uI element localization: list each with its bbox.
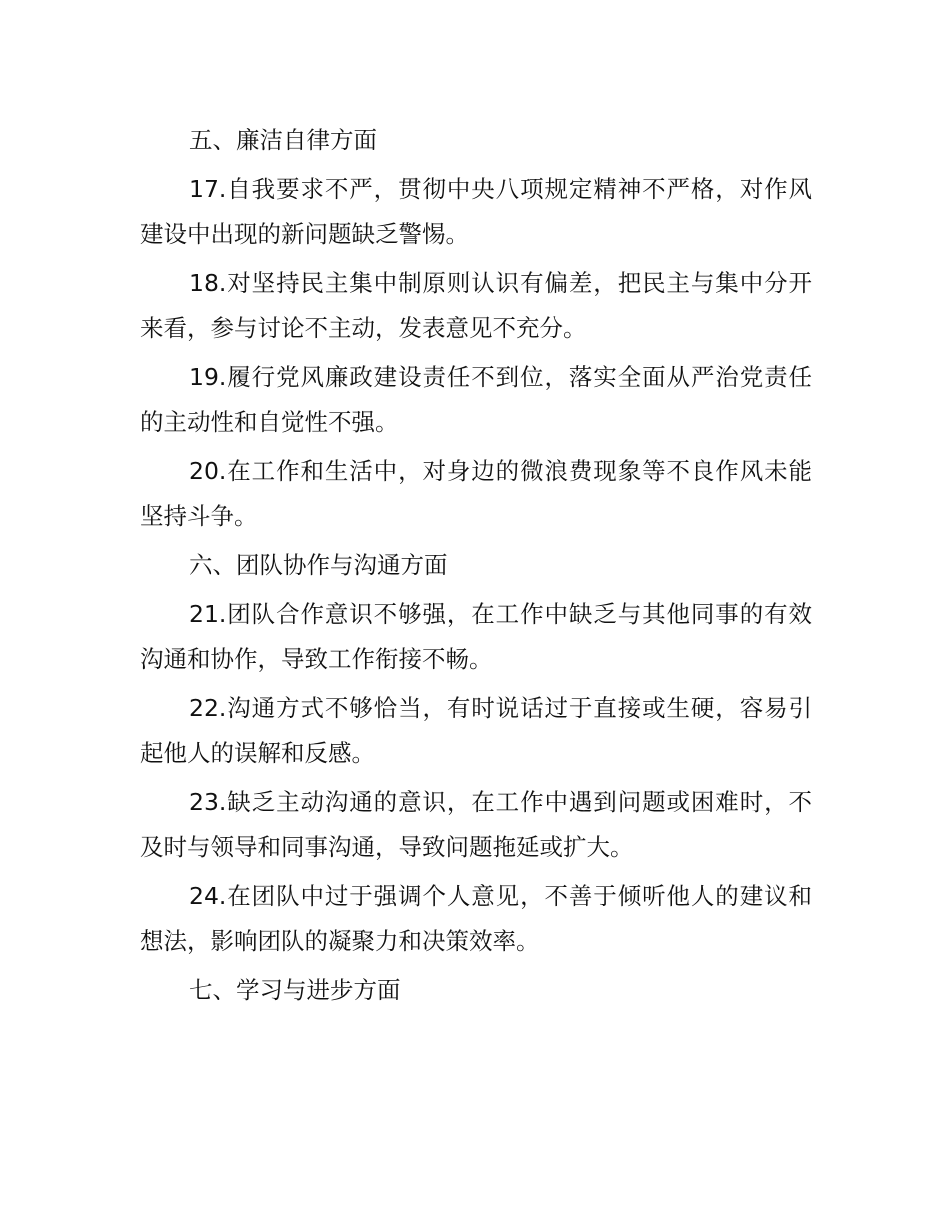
item-21: 21.团队合作意识不够强，在工作中缺乏与其他同事的有效沟通和协作，导致工作衔接不畅。 [140, 600, 812, 673]
item-19: 19.履行党风廉政建设责任不到位，落实全面从严治党责任的主动性和自觉性不强。 [140, 363, 812, 436]
section-heading-7: 七、学习与进步方面 [189, 976, 401, 1004]
section-heading-6: 六、团队协作与沟通方面 [189, 551, 448, 579]
section-heading-5: 五、廉洁自律方面 [189, 126, 377, 154]
item-23: 23.缺乏主动沟通的意识，在工作中遇到问题或困难时，不及时与领导和同事沟通，导致问题拖延或扩大。 [140, 788, 812, 861]
item-18: 18.对坚持民主集中制原则认识有偏差，把民主与集中分开来看，参与讨论不主动，发表意见不充分。 [140, 269, 812, 342]
item-17: 17.自我要求不严，贯彻中央八项规定精神不严格，对作风建设中出现的新问题缺乏警惕。 [140, 175, 812, 248]
document-body [140, 118, 812, 1017]
item-24: 24.在团队中过于强调个人意见，不善于倾听他人的建议和想法，影响团队的凝聚力和决策效率。 [140, 882, 812, 955]
item-22: 22.沟通方式不够恰当，有时说话过于直接或生硬，容易引起他人的误解和反感。 [140, 694, 812, 767]
item-20: 20.在工作和生活中，对身边的微浪费现象等不良作风未能坚持斗争。 [140, 457, 812, 530]
